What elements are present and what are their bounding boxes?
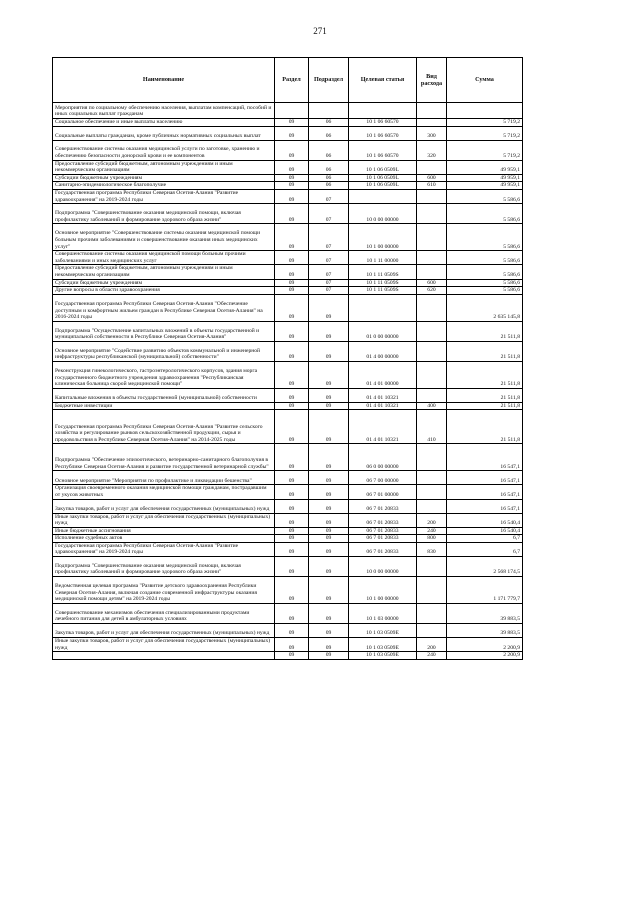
cell-sum: 5 586,6 (447, 204, 523, 224)
cell-subsection: 07 (309, 279, 349, 287)
table-row (53, 652, 523, 660)
cell-sum: 21 511,8 (447, 361, 523, 388)
cell-section: 09 (275, 577, 309, 604)
cell-name: Иные закупки товаров, работ и услуг для обеспечения государственных (муниципальных) нужд (53, 638, 275, 652)
cell-sum: 5 586,6 (447, 224, 523, 251)
cell-sum: 16 540,4 (447, 513, 523, 527)
cell-name: Государственная программа Республики Северная Осетия-Алания "Обеспечение доступным и комфортным жильем граждан в Республике Северная Осетия-Алания" на 2016-2024 годы (53, 294, 275, 321)
cell-section: 09 (275, 410, 309, 444)
cell-sum: 16 547,1 (447, 499, 523, 513)
cell-target: 10 1 06 0509L (349, 182, 417, 190)
cell-name: Государственная программа Республики Северная Осетия-Алания "Развитие здравоохранения" на 2019-2024 годы (53, 542, 275, 556)
cell-target: 10 1 00 00000 (349, 577, 417, 604)
cell-name: Исполнение судебных актов (53, 535, 275, 543)
cell-subsection: 06 (309, 174, 349, 182)
cell-sum: 21 511,8 (447, 388, 523, 402)
table-row (53, 224, 523, 251)
cell-subsection: 09 (309, 410, 349, 444)
cell-sum: 16 540,4 (447, 527, 523, 535)
cell-expense-type: 600 (417, 279, 447, 287)
cell-target: 10 1 11 0509S (349, 287, 417, 295)
cell-target: 10 1 03 0509E (349, 624, 417, 638)
cell-name: Капитальные вложения в объекты государственной (муниципальной) собственности (53, 388, 275, 402)
header-name: Наименование (53, 58, 275, 103)
budget-table (52, 57, 523, 660)
cell-name: Иные закупки товаров, работ и услуг для обеспечения государственных (муниципальных) нужд (53, 513, 275, 527)
cell-subsection: 07 (309, 265, 349, 279)
cell-target: 06 7 00 00000 (349, 471, 417, 485)
cell-subsection: 07 (309, 224, 349, 251)
cell-subsection: 07 (309, 189, 349, 203)
cell-target: 06 7 01 20833 (349, 542, 417, 556)
cell-sum: 6,7 (447, 542, 523, 556)
cell-sum: 2 635 145,8 (447, 294, 523, 321)
cell-section: 09 (275, 126, 309, 140)
cell-name: Подпрограмма "Обеспечение эпизоотического, ветеринарно-санитарного благополучия в Республике Северная Осетия-Алания и развитие государственной ветеринарной службы" (53, 444, 275, 471)
cell-name: Предоставление субсидий бюджетным, автономным учреждениям и иным некоммерческим организациям (53, 160, 275, 174)
table-row (53, 471, 523, 485)
cell-sum: 5 719,2 (447, 140, 523, 160)
cell-expense-type (417, 321, 447, 341)
table-row (53, 527, 523, 535)
table-row (53, 321, 523, 341)
cell-expense-type (417, 224, 447, 251)
cell-subsection: 09 (309, 444, 349, 471)
cell-subsection: 09 (309, 321, 349, 341)
cell-section: 09 (275, 119, 309, 127)
cell-name: Бюджетные инвестиции (53, 402, 275, 410)
table-row (53, 388, 523, 402)
cell-section: 09 (275, 189, 309, 203)
cell-sum: 49 959,1 (447, 160, 523, 174)
cell-expense-type: 240 (417, 527, 447, 535)
cell-section: 09 (275, 388, 309, 402)
cell-expense-type (417, 103, 447, 119)
cell-section: 09 (275, 652, 309, 660)
cell-section: 09 (275, 624, 309, 638)
cell-section: 09 (275, 279, 309, 287)
cell-target: 10 1 06 0509L (349, 174, 417, 182)
table-row (53, 638, 523, 652)
table-row (53, 485, 523, 499)
cell-expense-type: 610 (417, 182, 447, 190)
cell-target: 01 4 01 10321 (349, 410, 417, 444)
cell-expense-type (417, 577, 447, 604)
cell-section: 09 (275, 471, 309, 485)
table-row (53, 577, 523, 604)
cell-expense-type (417, 624, 447, 638)
cell-target: 06 7 01 00000 (349, 485, 417, 499)
cell-sum: 49 959,1 (447, 174, 523, 182)
cell-sum: 16 547,1 (447, 471, 523, 485)
cell-name: Совершенствование системы оказания медицинской услуги по заготовке, хранению и обеспечению безопасности донорской крови и ее компонентов (53, 140, 275, 160)
cell-section: 09 (275, 204, 309, 224)
cell-target: 10 1 06 60570 (349, 126, 417, 140)
cell-name: Закупка товаров, работ и услуг для обеспечения государственных (муниципальных) нужд (53, 499, 275, 513)
table-row (53, 557, 523, 577)
cell-target: 10 0 00 00000 (349, 204, 417, 224)
cell-sum: 21 511,8 (447, 410, 523, 444)
cell-target: 10 1 11 0509S (349, 265, 417, 279)
cell-expense-type: 410 (417, 410, 447, 444)
cell-sum: 39 883,5 (447, 624, 523, 638)
cell-target: 01 4 01 00000 (349, 361, 417, 388)
cell-target: 06 0 00 00000 (349, 444, 417, 471)
cell-subsection: 07 (309, 204, 349, 224)
cell-sum: 39 883,5 (447, 604, 523, 624)
cell-target: 01 4 01 10321 (349, 402, 417, 410)
cell-section (275, 103, 309, 119)
cell-sum: 2 200,9 (447, 652, 523, 660)
cell-target: 10 1 03 00000 (349, 604, 417, 624)
cell-target: 10 1 11 00000 (349, 251, 417, 265)
cell-expense-type (417, 204, 447, 224)
cell-section: 09 (275, 535, 309, 543)
cell-target (349, 189, 417, 203)
cell-subsection: 06 (309, 119, 349, 127)
cell-name: Подпрограмма "Совершенствование оказания медицинской помощи, включая профилактику заболеваний и формирование здорового образа жизни" (53, 557, 275, 577)
cell-sum: 21 511,8 (447, 402, 523, 410)
cell-subsection: 09 (309, 638, 349, 652)
cell-target: 10 1 11 0509S (349, 279, 417, 287)
cell-target: 10 1 06 0509L (349, 160, 417, 174)
cell-sum: 5 586,6 (447, 287, 523, 295)
cell-name: Предоставление субсидий бюджетным, автономным учреждениям и иным некоммерческим организациям (53, 265, 275, 279)
cell-target: 01 4 01 10321 (349, 388, 417, 402)
cell-target: 06 7 01 20833 (349, 535, 417, 543)
cell-expense-type: 830 (417, 542, 447, 556)
cell-subsection: 06 (309, 126, 349, 140)
table-row (53, 265, 523, 279)
table-row (53, 103, 523, 119)
cell-sum: 5 586,6 (447, 265, 523, 279)
table-row (53, 361, 523, 388)
cell-section: 09 (275, 341, 309, 361)
cell-sum: 6,7 (447, 535, 523, 543)
table-row (53, 294, 523, 321)
cell-name: Субсидии бюджетным учреждениям (53, 279, 275, 287)
cell-section: 09 (275, 542, 309, 556)
cell-name: Другие вопросы в области здравоохранения (53, 287, 275, 295)
cell-name: Подпрограмма "Совершенствование оказания медицинской помощи, включая профилактику заболеваний и формирование здорового образа жизни" (53, 204, 275, 224)
cell-section: 09 (275, 321, 309, 341)
cell-subsection: 07 (309, 287, 349, 295)
cell-expense-type: 240 (417, 652, 447, 660)
cell-name: Ведомственная целевая программа "Развитие детского здравоохранения Республики Северная Осетия-Алания, включая создание современной инфраструктуры оказания медицинской помощи детям" на 2019-2024 годы (53, 577, 275, 604)
cell-section: 09 (275, 527, 309, 535)
cell-subsection: 09 (309, 542, 349, 556)
cell-section: 09 (275, 294, 309, 321)
cell-expense-type (417, 444, 447, 471)
cell-expense-type: 200 (417, 638, 447, 652)
cell-target: 01 0 00 00000 (349, 321, 417, 341)
cell-expense-type (417, 341, 447, 361)
header-section: Раздел (275, 58, 309, 103)
cell-expense-type: 600 (417, 174, 447, 182)
cell-expense-type: 400 (417, 402, 447, 410)
cell-subsection (309, 103, 349, 119)
cell-name: Иные бюджетные ассигнования (53, 527, 275, 535)
cell-target: 10 1 03 0509E (349, 652, 417, 660)
cell-subsection: 09 (309, 361, 349, 388)
cell-subsection: 09 (309, 557, 349, 577)
cell-target (349, 103, 417, 119)
cell-name: Закупка товаров, работ и услуг для обеспечения государственных (муниципальных) нужд (53, 624, 275, 638)
header-subsection: Подраздел (309, 58, 349, 103)
cell-target: 10 0 00 00000 (349, 557, 417, 577)
cell-target: 01 4 00 00000 (349, 341, 417, 361)
cell-subsection: 09 (309, 652, 349, 660)
cell-expense-type: 300 (417, 126, 447, 140)
cell-section: 09 (275, 444, 309, 471)
cell-name (53, 652, 275, 660)
table-header-row (53, 58, 523, 103)
cell-subsection: 09 (309, 499, 349, 513)
cell-name: Подпрограмма "Осуществление капитальных вложений в объекты государственной и муниципальной собственности в Республике Северная Осетия-Алания" (53, 321, 275, 341)
cell-subsection: 09 (309, 513, 349, 527)
cell-sum: 21 511,8 (447, 341, 523, 361)
cell-expense-type (417, 604, 447, 624)
cell-subsection: 09 (309, 577, 349, 604)
cell-sum: 21 511,8 (447, 321, 523, 341)
cell-subsection: 09 (309, 485, 349, 499)
cell-section: 09 (275, 604, 309, 624)
table-row (53, 341, 523, 361)
cell-section: 09 (275, 499, 309, 513)
cell-name: Государственная программа Республики Северная Осетия-Алания "Развитие сельского хозяйства и регулирование рынков сельскохозяйственной продукции, сырья и продовольствия в Республике Северная Осетия-Алания" на 2014-2025 годы (53, 410, 275, 444)
cell-name: Социальное обеспечение и иные выплаты населению (53, 119, 275, 127)
cell-subsection: 09 (309, 624, 349, 638)
cell-name: Субсидии бюджетным учреждениям (53, 174, 275, 182)
cell-subsection: 09 (309, 388, 349, 402)
cell-expense-type (417, 265, 447, 279)
cell-subsection: 09 (309, 535, 349, 543)
table-row (53, 624, 523, 638)
cell-section: 09 (275, 265, 309, 279)
cell-subsection: 09 (309, 341, 349, 361)
cell-sum (447, 103, 523, 119)
table-row (53, 140, 523, 160)
cell-expense-type (417, 160, 447, 174)
cell-expense-type (417, 294, 447, 321)
cell-name: Санитарно-эпидемиологическое благополучие (53, 182, 275, 190)
cell-expense-type (417, 471, 447, 485)
cell-name: Реконструкция гинекологического, гастроэнтерологического корпусов, здания морга государственного бюджетного учреждения здравоохранения "Республиканская клиническая больница скорой медицинской помощи" (53, 361, 275, 388)
cell-section: 09 (275, 160, 309, 174)
cell-section: 09 (275, 174, 309, 182)
table-row (53, 119, 523, 127)
cell-section: 09 (275, 402, 309, 410)
cell-name: Организация своевременного оказания медицинской помощи гражданам, пострадавшим от укусов животных (53, 485, 275, 499)
cell-section: 09 (275, 361, 309, 388)
cell-section: 09 (275, 140, 309, 160)
cell-expense-type (417, 189, 447, 203)
cell-subsection: 09 (309, 402, 349, 410)
cell-target: 06 7 01 20833 (349, 527, 417, 535)
cell-subsection: 09 (309, 604, 349, 624)
page-number: 271 (313, 26, 327, 36)
table-row (53, 126, 523, 140)
cell-name: Основное мероприятие "Совершенствование системы оказания медицинской помощи больным прочими заболеваниями и совершенствование оказания иных медицинских услуг" (53, 224, 275, 251)
cell-section: 09 (275, 182, 309, 190)
cell-expense-type: 620 (417, 287, 447, 295)
cell-name: Совершенствование механизмов обеспечения специализированными продуктами лечебного питания для детей в амбулаторных условиях (53, 604, 275, 624)
cell-target: 10 1 00 00000 (349, 224, 417, 251)
cell-expense-type: 200 (417, 513, 447, 527)
cell-name: Социальные выплаты гражданам, кроме публичных нормативных социальных выплат (53, 126, 275, 140)
cell-sum: 49 959,1 (447, 182, 523, 190)
table-row (53, 410, 523, 444)
cell-name: Основное мероприятие "Содействие развитию объектов коммунальной и инженерной инфраструктуры республиканской (муниципальной) собственности" (53, 341, 275, 361)
table-row (53, 160, 523, 174)
cell-subsection: 09 (309, 527, 349, 535)
cell-name: Мероприятия по социальному обеспечению населения, выплатам компенсаций, пособий и иных социальных выплат гражданам (53, 103, 275, 119)
cell-subsection: 06 (309, 140, 349, 160)
cell-expense-type (417, 557, 447, 577)
cell-section: 09 (275, 224, 309, 251)
table-row (53, 251, 523, 265)
cell-subsection: 09 (309, 294, 349, 321)
cell-subsection: 06 (309, 160, 349, 174)
cell-sum: 16 547,1 (447, 485, 523, 499)
header-sum: Сумма (447, 58, 523, 103)
table-row (53, 535, 523, 543)
table-row (53, 604, 523, 624)
cell-target: 10 1 03 0509E (349, 638, 417, 652)
cell-section: 09 (275, 485, 309, 499)
cell-expense-type (417, 388, 447, 402)
cell-subsection: 07 (309, 251, 349, 265)
cell-expense-type (417, 499, 447, 513)
cell-section: 09 (275, 557, 309, 577)
cell-expense-type (417, 119, 447, 127)
cell-section: 09 (275, 513, 309, 527)
cell-section: 09 (275, 638, 309, 652)
cell-sum: 5 719,2 (447, 119, 523, 127)
table-row (53, 499, 523, 513)
cell-sum: 2 568 174,5 (447, 557, 523, 577)
cell-expense-type (417, 361, 447, 388)
cell-subsection: 06 (309, 182, 349, 190)
cell-name: Основное мероприятие "Мероприятия по профилактике и ликвидации бешенства" (53, 471, 275, 485)
cell-sum: 5 586,6 (447, 189, 523, 203)
table-row (53, 402, 523, 410)
cell-section: 09 (275, 251, 309, 265)
table-row (53, 189, 523, 203)
cell-expense-type (417, 485, 447, 499)
cell-target: 06 7 01 20833 (349, 513, 417, 527)
table-row (53, 287, 523, 295)
header-target: Целевая статья (349, 58, 417, 103)
cell-expense-type (417, 251, 447, 265)
table-row (53, 513, 523, 527)
cell-target: 10 1 06 60570 (349, 140, 417, 160)
table-body (53, 103, 523, 660)
cell-subsection: 09 (309, 471, 349, 485)
cell-sum: 2 200,9 (447, 638, 523, 652)
table-row (53, 204, 523, 224)
cell-sum: 5 719,2 (447, 126, 523, 140)
cell-target: 10 1 06 60570 (349, 119, 417, 127)
cell-name: Совершенствование системы оказания медицинской помощи больным прочими заболеваниями и иных медицинских услуг (53, 251, 275, 265)
cell-target: 06 7 01 20833 (349, 499, 417, 513)
table-row (53, 174, 523, 182)
cell-sum: 1 171 779,7 (447, 577, 523, 604)
cell-section: 09 (275, 287, 309, 295)
cell-sum: 5 586,6 (447, 251, 523, 265)
table-row (53, 182, 523, 190)
cell-sum: 5 586,6 (447, 279, 523, 287)
cell-expense-type: 800 (417, 535, 447, 543)
cell-expense-type: 320 (417, 140, 447, 160)
table-row (53, 444, 523, 471)
cell-name: Государственная программа Республики Северная Осетия-Алания "Развитие здравоохранения" на 2019-2024 годы (53, 189, 275, 203)
table-row (53, 279, 523, 287)
cell-target (349, 294, 417, 321)
cell-sum: 16 547,1 (447, 444, 523, 471)
header-expense-type: Вид расхода (417, 58, 447, 103)
table-row (53, 542, 523, 556)
